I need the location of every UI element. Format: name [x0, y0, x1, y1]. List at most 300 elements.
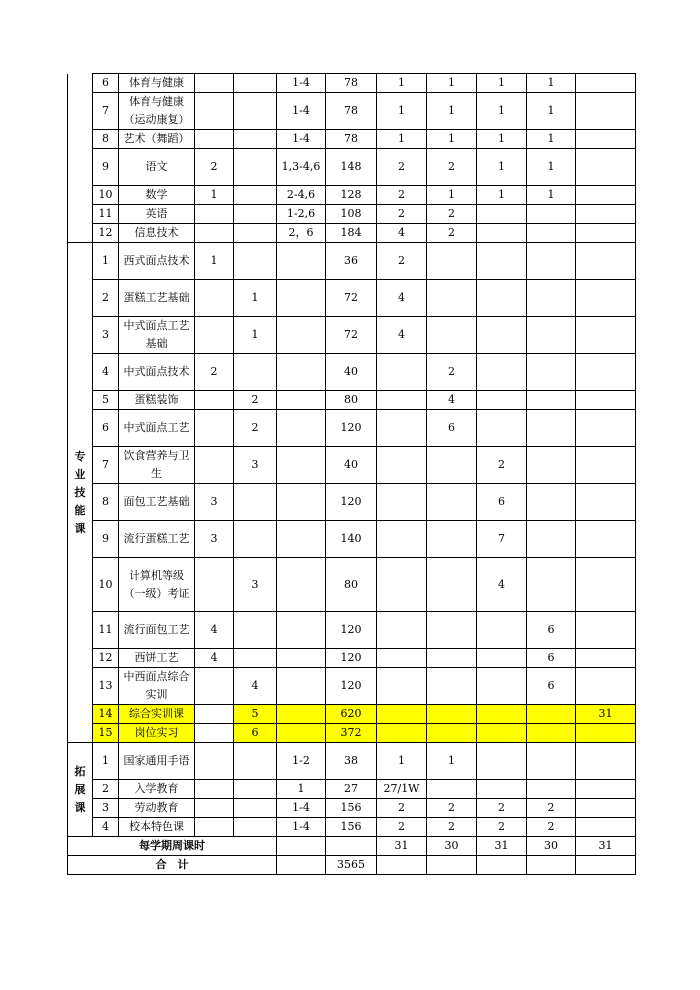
empty-cell [277, 837, 326, 856]
check-semester [234, 243, 277, 280]
exam-semester [195, 818, 234, 837]
table-row [68, 558, 636, 612]
course-name: 流行蛋糕工艺 [119, 521, 195, 558]
weekly-hours-sem5 [576, 354, 636, 391]
exam-semester [195, 705, 234, 724]
total-hours: 128 [326, 186, 377, 205]
weekly-hours-sem2: 2 [427, 799, 477, 818]
total-hours: 120 [326, 649, 377, 668]
weekly-hours-sem4 [527, 243, 576, 280]
semester-range: 1-2 [277, 743, 326, 780]
table-row [68, 649, 636, 668]
weekly-hours-sem2 [427, 780, 477, 799]
total-hours: 120 [326, 484, 377, 521]
weekly-hours-sem5 [576, 205, 636, 224]
weekly-hours-sem4 [527, 224, 576, 243]
check-semester [234, 743, 277, 780]
table-row [68, 484, 636, 521]
weekly-hours-sem1: 1 [377, 130, 427, 149]
weekly-hours-sem4 [527, 558, 576, 612]
course-name: 综合实训课 [119, 705, 195, 724]
course-name: 艺术（舞蹈） [119, 130, 195, 149]
course-number: 12 [93, 224, 119, 243]
weekly-hours-sem2 [427, 558, 477, 612]
weekly-hours-sem4: 1 [527, 74, 576, 93]
weekly-hours-sem5 [576, 724, 636, 743]
check-semester [234, 818, 277, 837]
weekly-hours-sem4 [527, 724, 576, 743]
total-hours: 156 [326, 818, 377, 837]
weekly-total-sem5: 31 [576, 837, 636, 856]
category-label: 专业技能课 [74, 449, 86, 535]
weekly-hours-label: 每学期周课时 [68, 837, 277, 856]
semester-range: 1 [277, 780, 326, 799]
weekly-hours-sem4 [527, 780, 576, 799]
total-hours: 72 [326, 317, 377, 354]
course-number: 15 [93, 724, 119, 743]
semester-range [277, 447, 326, 484]
weekly-hours-sem5 [576, 780, 636, 799]
exam-semester [195, 668, 234, 705]
table-row [68, 354, 636, 391]
exam-semester [195, 205, 234, 224]
weekly-hours-sem3 [477, 612, 527, 649]
check-semester [234, 224, 277, 243]
weekly-hours-sem1: 27/1W [377, 780, 427, 799]
course-name: 体育与健康 [119, 74, 195, 93]
semester-range: 1-4 [277, 93, 326, 130]
course-number: 9 [93, 149, 119, 186]
weekly-hours-sem4 [527, 447, 576, 484]
exam-semester [195, 224, 234, 243]
check-semester: 2 [234, 391, 277, 410]
course-name: 英语 [119, 205, 195, 224]
weekly-hours-sem2: 2 [427, 205, 477, 224]
exam-semester [195, 391, 234, 410]
table-row [68, 149, 636, 186]
weekly-hours-sem4 [527, 521, 576, 558]
table-row [68, 317, 636, 354]
check-semester [234, 186, 277, 205]
table-row [68, 705, 636, 724]
check-semester [234, 354, 277, 391]
weekly-hours-sem3 [477, 705, 527, 724]
table-row [68, 130, 636, 149]
weekly-hours-sem1: 2 [377, 205, 427, 224]
weekly-hours-sem2 [427, 649, 477, 668]
weekly-hours-sem2: 4 [427, 391, 477, 410]
course-number: 7 [93, 447, 119, 484]
empty-cell [277, 856, 326, 875]
table-row [68, 743, 636, 780]
total-hours: 80 [326, 391, 377, 410]
weekly-hours-sem3: 7 [477, 521, 527, 558]
weekly-hours-sem1 [377, 447, 427, 484]
weekly-hours-sem5 [576, 484, 636, 521]
total-hours: 140 [326, 521, 377, 558]
course-number: 4 [93, 354, 119, 391]
total-hours: 108 [326, 205, 377, 224]
category-cell [68, 74, 93, 243]
weekly-hours-sem1 [377, 705, 427, 724]
weekly-total-sem2: 30 [427, 837, 477, 856]
table-row [68, 280, 636, 317]
empty-cell [326, 837, 377, 856]
course-name: 流行面包工艺 [119, 612, 195, 649]
curriculum-table [67, 73, 636, 875]
weekly-hours-sem5 [576, 743, 636, 780]
weekly-hours-sem3 [477, 243, 527, 280]
weekly-hours-sem3 [477, 780, 527, 799]
exam-semester [195, 743, 234, 780]
weekly-hours-sem5 [576, 317, 636, 354]
weekly-hours-sem1 [377, 391, 427, 410]
check-semester: 3 [234, 447, 277, 484]
total-hours: 78 [326, 74, 377, 93]
course-name: 国家通用手语 [119, 743, 195, 780]
course-name: 面包工艺基础 [119, 484, 195, 521]
weekly-hours-sem1 [377, 612, 427, 649]
semester-range [277, 558, 326, 612]
weekly-hours-sem1 [377, 668, 427, 705]
semester-range: 1,3-4,6 [277, 149, 326, 186]
weekly-hours-sem5 [576, 149, 636, 186]
weekly-hours-sem3: 6 [477, 484, 527, 521]
weekly-hours-sem3 [477, 743, 527, 780]
course-number: 1 [93, 243, 119, 280]
exam-semester [195, 280, 234, 317]
weekly-hours-sem5 [576, 818, 636, 837]
weekly-hours-sem3: 2 [477, 818, 527, 837]
weekly-hours-sem4 [527, 205, 576, 224]
course-name: 体育与健康（运动康复） [119, 93, 195, 130]
grand-total-row [68, 856, 636, 875]
weekly-hours-sem2: 1 [427, 186, 477, 205]
weekly-hours-sem4 [527, 317, 576, 354]
table-row [68, 391, 636, 410]
total-hours: 40 [326, 447, 377, 484]
category-label: 拓展课 [74, 764, 86, 814]
weekly-hours-sem4 [527, 410, 576, 447]
weekly-hours-sem4: 2 [527, 818, 576, 837]
table-row [68, 243, 636, 280]
course-name: 数学 [119, 186, 195, 205]
check-semester: 1 [234, 280, 277, 317]
course-number: 13 [93, 668, 119, 705]
weekly-hours-sem2 [427, 668, 477, 705]
exam-semester [195, 724, 234, 743]
course-number: 6 [93, 410, 119, 447]
check-semester [234, 93, 277, 130]
table-row [68, 521, 636, 558]
weekly-hours-row [68, 837, 636, 856]
course-number: 9 [93, 521, 119, 558]
check-semester [234, 799, 277, 818]
semester-range [277, 668, 326, 705]
semester-range [277, 724, 326, 743]
weekly-hours-sem3: 2 [477, 799, 527, 818]
weekly-hours-sem1: 2 [377, 186, 427, 205]
weekly-hours-sem3 [477, 224, 527, 243]
exam-semester [195, 447, 234, 484]
exam-semester: 2 [195, 354, 234, 391]
weekly-hours-sem5 [576, 612, 636, 649]
weekly-total-sem4: 30 [527, 837, 576, 856]
semester-range [277, 521, 326, 558]
check-semester: 3 [234, 558, 277, 612]
weekly-hours-sem5 [576, 799, 636, 818]
semester-range [277, 612, 326, 649]
semester-range: 1-4 [277, 818, 326, 837]
weekly-hours-sem2 [427, 280, 477, 317]
table-row [68, 186, 636, 205]
check-semester: 1 [234, 317, 277, 354]
total-hours: 36 [326, 243, 377, 280]
weekly-hours-sem5 [576, 224, 636, 243]
weekly-hours-sem2 [427, 243, 477, 280]
exam-semester [195, 93, 234, 130]
semester-range: 1-4 [277, 799, 326, 818]
weekly-hours-sem2: 2 [427, 149, 477, 186]
semester-range [277, 317, 326, 354]
semester-range [277, 243, 326, 280]
weekly-hours-sem3: 1 [477, 186, 527, 205]
course-name: 入学教育 [119, 780, 195, 799]
course-number: 1 [93, 743, 119, 780]
weekly-hours-sem3 [477, 724, 527, 743]
weekly-total-sem1: 31 [377, 837, 427, 856]
check-semester [234, 484, 277, 521]
exam-semester [195, 74, 234, 93]
total-hours: 120 [326, 410, 377, 447]
weekly-hours-sem1 [377, 484, 427, 521]
weekly-hours-sem1: 2 [377, 818, 427, 837]
weekly-hours-sem1: 4 [377, 317, 427, 354]
course-number: 11 [93, 612, 119, 649]
total-hours: 40 [326, 354, 377, 391]
weekly-hours-sem1: 2 [377, 243, 427, 280]
weekly-hours-sem2: 1 [427, 74, 477, 93]
weekly-hours-sem4 [527, 354, 576, 391]
course-number: 5 [93, 391, 119, 410]
weekly-hours-sem3 [477, 317, 527, 354]
course-name: 中式面点技术 [119, 354, 195, 391]
weekly-hours-sem3: 1 [477, 93, 527, 130]
semester-range: 2，6 [277, 224, 326, 243]
semester-range: 2-4,6 [277, 186, 326, 205]
weekly-hours-sem3 [477, 354, 527, 391]
weekly-hours-sem4 [527, 705, 576, 724]
check-semester [234, 149, 277, 186]
table-row [68, 724, 636, 743]
course-number: 8 [93, 484, 119, 521]
weekly-hours-sem1 [377, 410, 427, 447]
weekly-hours-sem5 [576, 558, 636, 612]
exam-semester [195, 780, 234, 799]
course-number: 10 [93, 558, 119, 612]
table-row [68, 410, 636, 447]
weekly-hours-sem3: 1 [477, 74, 527, 93]
table-row [68, 447, 636, 484]
table-row [68, 612, 636, 649]
semester-range [277, 354, 326, 391]
course-number: 6 [93, 74, 119, 93]
weekly-hours-sem3: 1 [477, 149, 527, 186]
table-row [68, 818, 636, 837]
check-semester [234, 612, 277, 649]
exam-semester: 3 [195, 484, 234, 521]
weekly-hours-sem4: 1 [527, 130, 576, 149]
total-hours: 184 [326, 224, 377, 243]
weekly-hours-sem2: 6 [427, 410, 477, 447]
check-semester: 2 [234, 410, 277, 447]
total-hours: 27 [326, 780, 377, 799]
weekly-hours-sem5 [576, 93, 636, 130]
exam-semester [195, 558, 234, 612]
course-name: 西式面点技术 [119, 243, 195, 280]
course-name: 信息技术 [119, 224, 195, 243]
total-hours: 120 [326, 668, 377, 705]
course-name: 蛋糕工艺基础 [119, 280, 195, 317]
course-number: 2 [93, 780, 119, 799]
check-semester [234, 521, 277, 558]
weekly-hours-sem1 [377, 354, 427, 391]
course-name: 中西面点综合实训 [119, 668, 195, 705]
grand-total-hours: 3565 [326, 856, 377, 875]
course-name: 西饼工艺 [119, 649, 195, 668]
check-semester: 4 [234, 668, 277, 705]
semester-range: 1-4 [277, 74, 326, 93]
table-row [68, 224, 636, 243]
weekly-hours-sem1: 4 [377, 224, 427, 243]
weekly-hours-sem5 [576, 521, 636, 558]
weekly-hours-sem2 [427, 705, 477, 724]
weekly-hours-sem3 [477, 205, 527, 224]
exam-semester: 4 [195, 612, 234, 649]
weekly-hours-sem1 [377, 724, 427, 743]
weekly-hours-sem1: 1 [377, 743, 427, 780]
weekly-hours-sem2 [427, 724, 477, 743]
weekly-hours-sem1: 4 [377, 280, 427, 317]
total-hours: 78 [326, 130, 377, 149]
weekly-hours-sem5 [576, 447, 636, 484]
semester-range: 1-2,6 [277, 205, 326, 224]
semester-range [277, 705, 326, 724]
exam-semester: 2 [195, 149, 234, 186]
empty-cell [477, 856, 527, 875]
weekly-hours-sem1 [377, 521, 427, 558]
category-cell [68, 743, 93, 837]
exam-semester: 1 [195, 243, 234, 280]
weekly-hours-sem3 [477, 280, 527, 317]
weekly-hours-sem4: 2 [527, 799, 576, 818]
table-row [68, 93, 636, 130]
weekly-hours-sem4 [527, 391, 576, 410]
weekly-hours-sem2: 1 [427, 93, 477, 130]
weekly-hours-sem1: 1 [377, 93, 427, 130]
weekly-hours-sem3 [477, 668, 527, 705]
weekly-hours-sem4 [527, 280, 576, 317]
total-hours: 38 [326, 743, 377, 780]
weekly-hours-sem5 [576, 186, 636, 205]
total-hours: 72 [326, 280, 377, 317]
check-semester [234, 130, 277, 149]
exam-semester: 4 [195, 649, 234, 668]
weekly-hours-sem4: 6 [527, 612, 576, 649]
table-row [68, 799, 636, 818]
weekly-hours-sem1: 2 [377, 149, 427, 186]
weekly-hours-sem5 [576, 130, 636, 149]
exam-semester [195, 130, 234, 149]
semester-range [277, 391, 326, 410]
course-number: 12 [93, 649, 119, 668]
table-row [68, 74, 636, 93]
exam-semester [195, 410, 234, 447]
course-number: 3 [93, 799, 119, 818]
weekly-hours-sem2 [427, 317, 477, 354]
table-row [68, 205, 636, 224]
weekly-hours-sem5 [576, 74, 636, 93]
table-row [68, 668, 636, 705]
weekly-hours-sem1: 1 [377, 74, 427, 93]
total-hours: 372 [326, 724, 377, 743]
weekly-hours-sem4: 1 [527, 149, 576, 186]
check-semester [234, 649, 277, 668]
weekly-hours-sem5: 31 [576, 705, 636, 724]
course-name: 中式面点工艺 [119, 410, 195, 447]
weekly-hours-sem4: 6 [527, 649, 576, 668]
course-number: 7 [93, 93, 119, 130]
weekly-hours-sem2: 1 [427, 130, 477, 149]
course-name: 劳动教育 [119, 799, 195, 818]
total-hours: 120 [326, 612, 377, 649]
weekly-hours-sem1 [377, 558, 427, 612]
weekly-hours-sem5 [576, 649, 636, 668]
empty-cell [527, 856, 576, 875]
check-semester: 5 [234, 705, 277, 724]
total-hours: 620 [326, 705, 377, 724]
course-name: 蛋糕装饰 [119, 391, 195, 410]
empty-cell [427, 856, 477, 875]
weekly-hours-sem5 [576, 243, 636, 280]
empty-cell [576, 856, 636, 875]
grand-total-label: 合 计 [68, 856, 277, 875]
weekly-hours-sem2: 2 [427, 224, 477, 243]
weekly-hours-sem3: 1 [477, 130, 527, 149]
weekly-hours-sem1: 2 [377, 799, 427, 818]
exam-semester: 3 [195, 521, 234, 558]
weekly-hours-sem3 [477, 391, 527, 410]
exam-semester [195, 317, 234, 354]
empty-cell [377, 856, 427, 875]
course-name: 校本特色课 [119, 818, 195, 837]
semester-range [277, 280, 326, 317]
weekly-hours-sem4 [527, 484, 576, 521]
weekly-hours-sem2 [427, 447, 477, 484]
semester-range: 1-4 [277, 130, 326, 149]
weekly-hours-sem2: 1 [427, 743, 477, 780]
weekly-hours-sem2 [427, 612, 477, 649]
course-name: 饮食营养与卫生 [119, 447, 195, 484]
weekly-hours-sem2: 2 [427, 818, 477, 837]
course-number: 11 [93, 205, 119, 224]
exam-semester: 1 [195, 186, 234, 205]
total-hours: 156 [326, 799, 377, 818]
course-number: 8 [93, 130, 119, 149]
exam-semester [195, 799, 234, 818]
weekly-hours-sem4: 6 [527, 668, 576, 705]
weekly-hours-sem3 [477, 649, 527, 668]
